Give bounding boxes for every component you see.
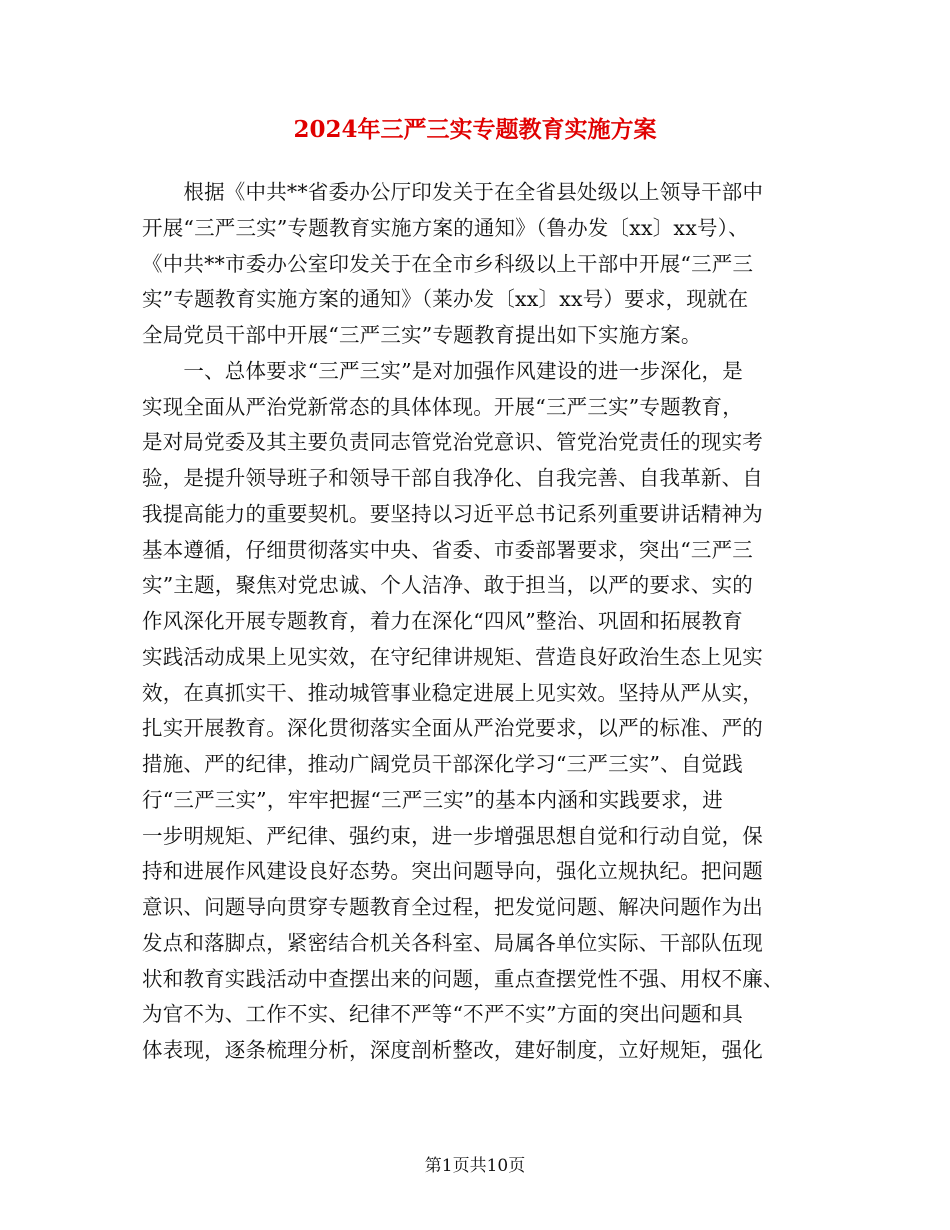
body-line: 是对局党委及其主要负责同志管党治党意识、管党治党责任的现实考 (142, 430, 763, 455)
body-line: 作风深化开展专题教育，着力在深化“四风”整治、巩固和拓展教育 (142, 609, 743, 633)
document-body (142, 175, 812, 1069)
body-line: 为官不为、工作不实、纪律不严等“不严不实”方面的突出问题和具 (142, 1002, 743, 1027)
body-line: 意识、问题导向贯穿专题教育全过程，把发觉问题、解决问题作为出 (142, 895, 763, 919)
body-line: 一步明规矩、严纪律、强约束，进一步增强思想自觉和行动自觉，保 (142, 823, 763, 848)
body-line: 我提高能力的重要契机。要坚持以习近平总书记系列重要讲话精神为 (142, 501, 763, 526)
body-line: 一、总体要求“三严三实”是对加强作风建设的进一步深化，是 (142, 358, 743, 383)
body-line: 持和进展作风建设良好态势。突出问题导向，强化立规执纪。把问题 (142, 859, 763, 884)
page-number-footer: 第1页共10页 (424, 1156, 526, 1176)
body-line: 基本遵循，仔细贯彻落实中央、省委、市委部署要求，突出“三严三 (142, 537, 753, 562)
body-line: 实”专题教育实施方案的通知》（莱办发〔xx〕xx号）要求，现就在 (142, 287, 749, 312)
body-line: 《中共**市委办公室印发关于在全市乡科级以上干部中开展“三严三 (142, 251, 754, 276)
body-line: 扎实开展教育。深化贯彻落实全面从严治党要求，以严的标准、严的 (142, 716, 763, 741)
body-line: 状和教育实践活动中查摆出来的问题，重点查摆党性不强、用权不廉、 (142, 966, 784, 991)
document-title: 2024年三严三实专题教育实施方案 (293, 116, 657, 143)
body-line: 根据《中共**省委办公厅印发关于在全省县处级以上领导干部中 (142, 180, 764, 204)
body-line: 实践活动成果上见实效，在守纪律讲规矩、营造良好政治生态上见实 (142, 644, 763, 669)
body-line: 实现全面从严治党新常态的具体体现。开展“三严三实”专题教育， (142, 394, 743, 419)
body-line: 全局党员干部中开展“三严三实”专题教育提出如下实施方案。 (142, 323, 702, 347)
body-line: 体表现，逐条梳理分析，深度剖析整改，建好制度，立好规矩，强化 (142, 1038, 763, 1062)
body-line: 措施、严的纪律，推动广阔党员干部深化学习“三严三实”、自觉践 (142, 752, 743, 776)
body-line: 效，在真抓实干、推动城管事业稳定进展上见实效。坚持从严从实， (142, 680, 763, 705)
body-line: 验，是提升领导班子和领导干部自我净化、自我完善、自我革新、自 (142, 466, 763, 490)
body-line: 实”主题，聚焦对党忠诚、个人洁净、敢于担当，以严的要求、实的 (142, 573, 753, 598)
body-line: 行“三严三实”，牢牢把握“三严三实”的基本内涵和实践要求，进 (142, 787, 723, 812)
body-line: 发点和落脚点，紧密结合机关各科室、局属各单位实际、干部队伍现 (142, 930, 763, 955)
body-line: 开展“三严三实”专题教育实施方案的通知》（鲁办发〔xx〕xx号）、 (142, 215, 749, 240)
